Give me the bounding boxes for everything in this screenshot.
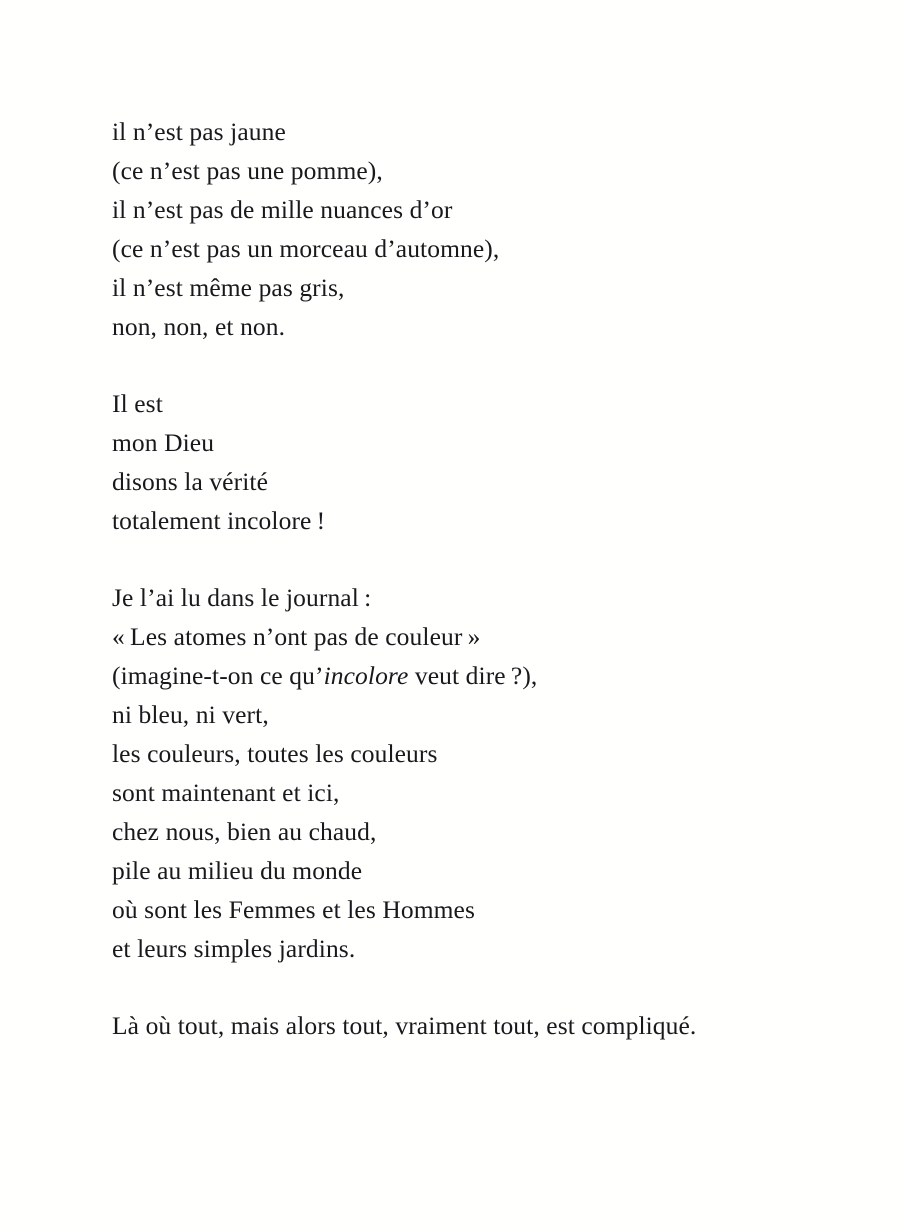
line-segment-after: veut dire ?),	[408, 661, 538, 690]
poem-line: Je l’ai lu dans le journal :	[112, 583, 372, 612]
stanza-1	[112, 112, 832, 346]
poem-line-italic-mixed	[112, 656, 832, 695]
line-segment-italic: incolore	[323, 661, 409, 690]
line-segment-before: (imagine-t-on ce qu’	[112, 661, 324, 690]
stanza-3	[112, 578, 832, 968]
poem-line: « Les atomes n’ont pas de couleur »	[112, 622, 481, 651]
poem-line: où sont les Femmes et les Hommes	[112, 895, 476, 924]
poem-line: sont maintenant et ici,	[112, 778, 340, 807]
poem-line: pile au milieu du monde	[112, 856, 363, 885]
poem-line: Il est	[112, 389, 163, 418]
poem-line: mon Dieu	[112, 428, 215, 457]
poem-line: les couleurs, toutes les couleurs	[112, 739, 438, 768]
poem-text-block	[112, 112, 832, 1045]
poem-line: et leurs simples jardins.	[112, 934, 356, 963]
poem-line: non, non, et non.	[112, 312, 286, 341]
poem-line: Là où tout, mais alors tout, vraiment tout, est compliqué.	[112, 1011, 697, 1040]
poem-line: il n’est même pas gris,	[112, 273, 345, 302]
poem-line: totalement incolore !	[112, 506, 326, 535]
poem-line: il n’est pas de mille nuances d’or	[112, 195, 453, 224]
poem-line: (ce n’est pas une pomme),	[112, 156, 383, 185]
poem-line: (ce n’est pas un morceau d’automne),	[112, 234, 500, 263]
poem-line: disons la vérité	[112, 467, 268, 496]
poem-line: il n’est pas jaune	[112, 117, 286, 146]
stanza-2	[112, 384, 832, 540]
poem-line: chez nous, bien au chaud,	[112, 817, 377, 846]
stanza-4	[112, 1006, 832, 1045]
poem-line: ni bleu, ni vert,	[112, 700, 269, 729]
